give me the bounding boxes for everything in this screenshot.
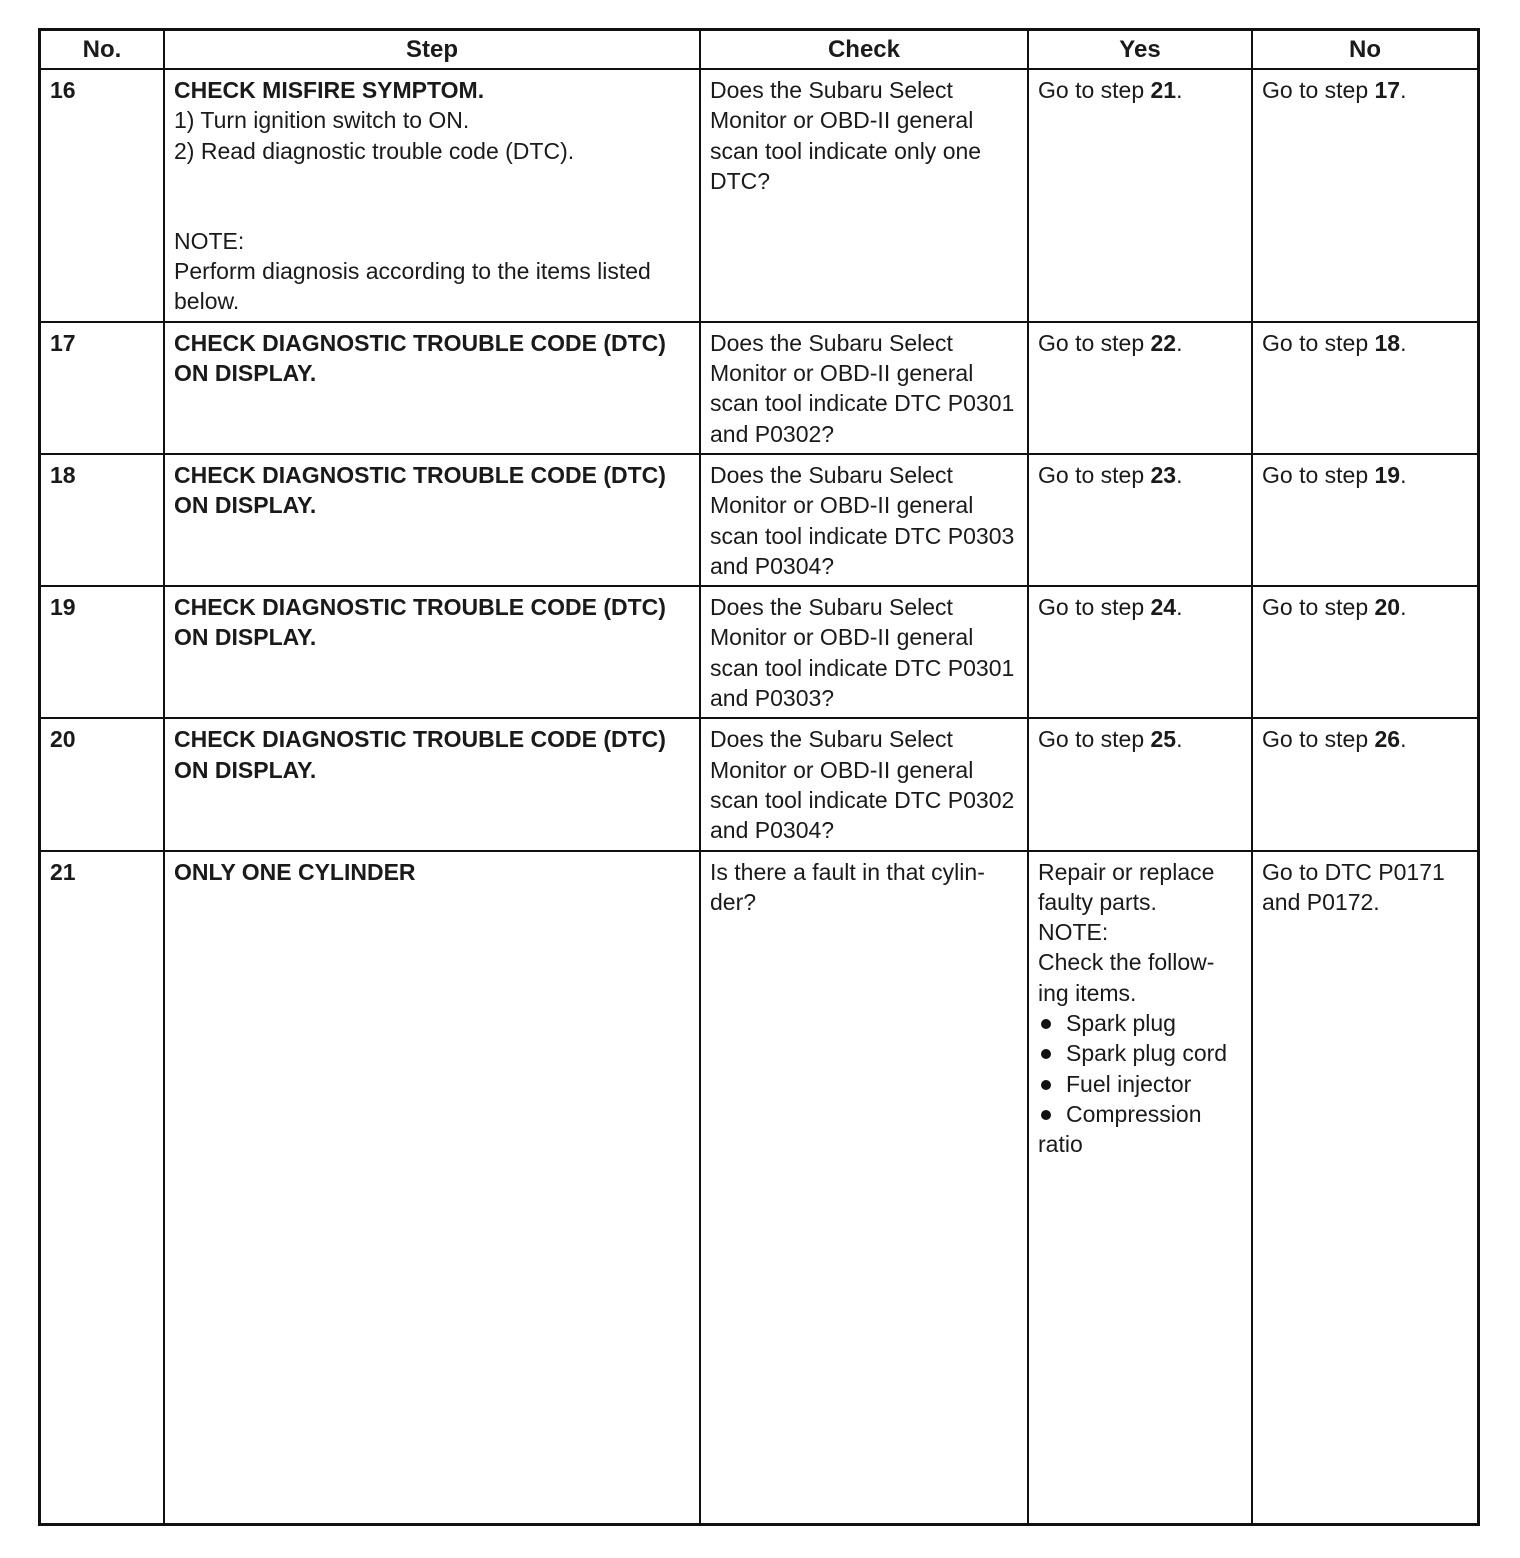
table-header-row xyxy=(41,31,1477,69)
step-title: CHECK MISFIRE SYMPTOM. xyxy=(174,77,485,103)
yes-step-number: 25 xyxy=(1150,726,1177,753)
yes-suffix: . xyxy=(1176,726,1183,753)
list-item: Spark plug cord xyxy=(1038,1038,1242,1068)
note-label: NOTE: xyxy=(174,227,245,254)
table-row xyxy=(41,851,1477,1523)
yes-suffix: . xyxy=(1176,594,1183,621)
no-suffix: . xyxy=(1400,726,1407,753)
step-cell xyxy=(164,586,700,718)
yes-prefix: Go to step xyxy=(1038,329,1151,356)
no-suffix: . xyxy=(1400,329,1407,356)
yes-cell xyxy=(1028,851,1252,1523)
table-row xyxy=(41,718,1477,850)
table-row xyxy=(41,322,1477,454)
step-title: CHECK DIAGNOSTIC TROUBLE CODE (DTC) ON DISPLAY. xyxy=(174,461,666,519)
yes-suffix: . xyxy=(1176,329,1183,356)
row-number: 18 xyxy=(41,454,164,586)
step-instruction: 2) Read diagnostic trouble code (DTC). xyxy=(174,137,575,164)
step-instruction: 1) Turn ignition switch to ON. xyxy=(174,107,470,134)
no-cell xyxy=(1252,454,1477,586)
header-yes: Yes xyxy=(1028,31,1252,69)
list-item: Spark plug xyxy=(1038,1008,1242,1038)
header-check: Check xyxy=(700,31,1028,69)
step-title: ONLY ONE CYLINDER xyxy=(174,858,416,885)
step-cell xyxy=(164,454,700,586)
header-no-result: No xyxy=(1252,31,1477,69)
no-step-number: 20 xyxy=(1374,594,1401,621)
yes-step-number: 24 xyxy=(1150,594,1177,621)
check-items-list xyxy=(1038,1008,1242,1159)
header-step: Step xyxy=(164,31,700,69)
row-number: 20 xyxy=(41,718,164,850)
yes-cell xyxy=(1028,586,1252,718)
yes-cell xyxy=(1028,454,1252,586)
check-cell: Does the Subaru Select Monitor or OBD-II general scan tool indicate DTC P0301 and P0303? xyxy=(700,586,1028,718)
no-step-number: 19 xyxy=(1374,461,1401,488)
step-cell xyxy=(164,718,700,850)
yes-suffix: . xyxy=(1176,461,1183,488)
yes-prefix: Go to step xyxy=(1038,77,1151,103)
table-row xyxy=(41,69,1477,322)
spacer xyxy=(174,166,690,226)
note-text: Perform diagnosis according to the items listed below. xyxy=(174,258,651,315)
yes-prefix: Go to step xyxy=(1038,461,1151,488)
no-suffix: . xyxy=(1400,594,1407,621)
no-cell xyxy=(1252,586,1477,718)
yes-cell xyxy=(1028,69,1252,322)
step-title: CHECK DIAGNOSTIC TROUBLE CODE (DTC) ON DISPLAY. xyxy=(174,329,666,387)
check-cell: Does the Subaru Select Monitor or OBD-II general scan tool indicate DTC P0303 and P0304? xyxy=(700,454,1028,586)
row-number: 16 xyxy=(41,69,164,322)
no-prefix: Go to step xyxy=(1262,726,1375,753)
step-cell xyxy=(164,322,700,454)
yes-suffix: . xyxy=(1176,77,1183,103)
step-cell xyxy=(164,851,700,1523)
note-label: NOTE: xyxy=(1038,919,1109,946)
no-step-number: 26 xyxy=(1374,726,1401,753)
check-cell: Is there a fault in that cylin-der? xyxy=(700,851,1028,1523)
no-prefix: Go to step xyxy=(1262,594,1375,621)
check-cell: Does the Subaru Select Monitor or OBD-II general scan tool indicate only one DTC? xyxy=(700,69,1028,322)
no-prefix: Go to step xyxy=(1262,329,1375,356)
no-cell xyxy=(1252,322,1477,454)
no-step-number: 18 xyxy=(1374,329,1401,356)
no-prefix: Go to step xyxy=(1262,77,1375,103)
list-item: Compression ratio xyxy=(1038,1099,1242,1160)
row-number: 21 xyxy=(41,851,164,1523)
no-prefix: Go to step xyxy=(1262,461,1375,488)
yes-step-number: 23 xyxy=(1150,461,1177,488)
yes-step-number: 22 xyxy=(1150,329,1177,356)
yes-cell xyxy=(1028,322,1252,454)
no-cell xyxy=(1252,69,1477,322)
diagnostic-table-frame xyxy=(38,28,1480,1526)
table-row xyxy=(41,454,1477,586)
no-step-number: 17 xyxy=(1374,77,1401,103)
check-cell: Does the Subaru Select Monitor or OBD-II general scan tool indicate DTC P0301 and P0302? xyxy=(700,322,1028,454)
yes-text: Repair or replace faulty parts. xyxy=(1038,858,1215,915)
no-suffix: . xyxy=(1400,77,1407,103)
check-cell: Does the Subaru Select Monitor or OBD-II general scan tool indicate DTC P0302 and P0304? xyxy=(700,718,1028,850)
no-cell: Go to DTC P0171 and P0172. xyxy=(1252,851,1477,1523)
no-suffix: . xyxy=(1400,461,1407,488)
row-number: 19 xyxy=(41,586,164,718)
yes-prefix: Go to step xyxy=(1038,594,1151,621)
step-cell xyxy=(164,69,700,322)
yes-step-number: 21 xyxy=(1150,77,1177,103)
step-title: CHECK DIAGNOSTIC TROUBLE CODE (DTC) ON DISPLAY. xyxy=(174,726,666,783)
step-title: CHECK DIAGNOSTIC TROUBLE CODE (DTC) ON DISPLAY. xyxy=(174,594,666,651)
diagnostic-table xyxy=(41,31,1477,1523)
yes-cell xyxy=(1028,718,1252,850)
no-cell xyxy=(1252,718,1477,850)
list-item: Fuel injector xyxy=(1038,1069,1242,1099)
yes-prefix: Go to step xyxy=(1038,726,1151,753)
header-no: No. xyxy=(41,31,164,69)
table-row xyxy=(41,586,1477,718)
note-text: Check the follow-ing items. xyxy=(1038,949,1215,1006)
row-number: 17 xyxy=(41,322,164,454)
